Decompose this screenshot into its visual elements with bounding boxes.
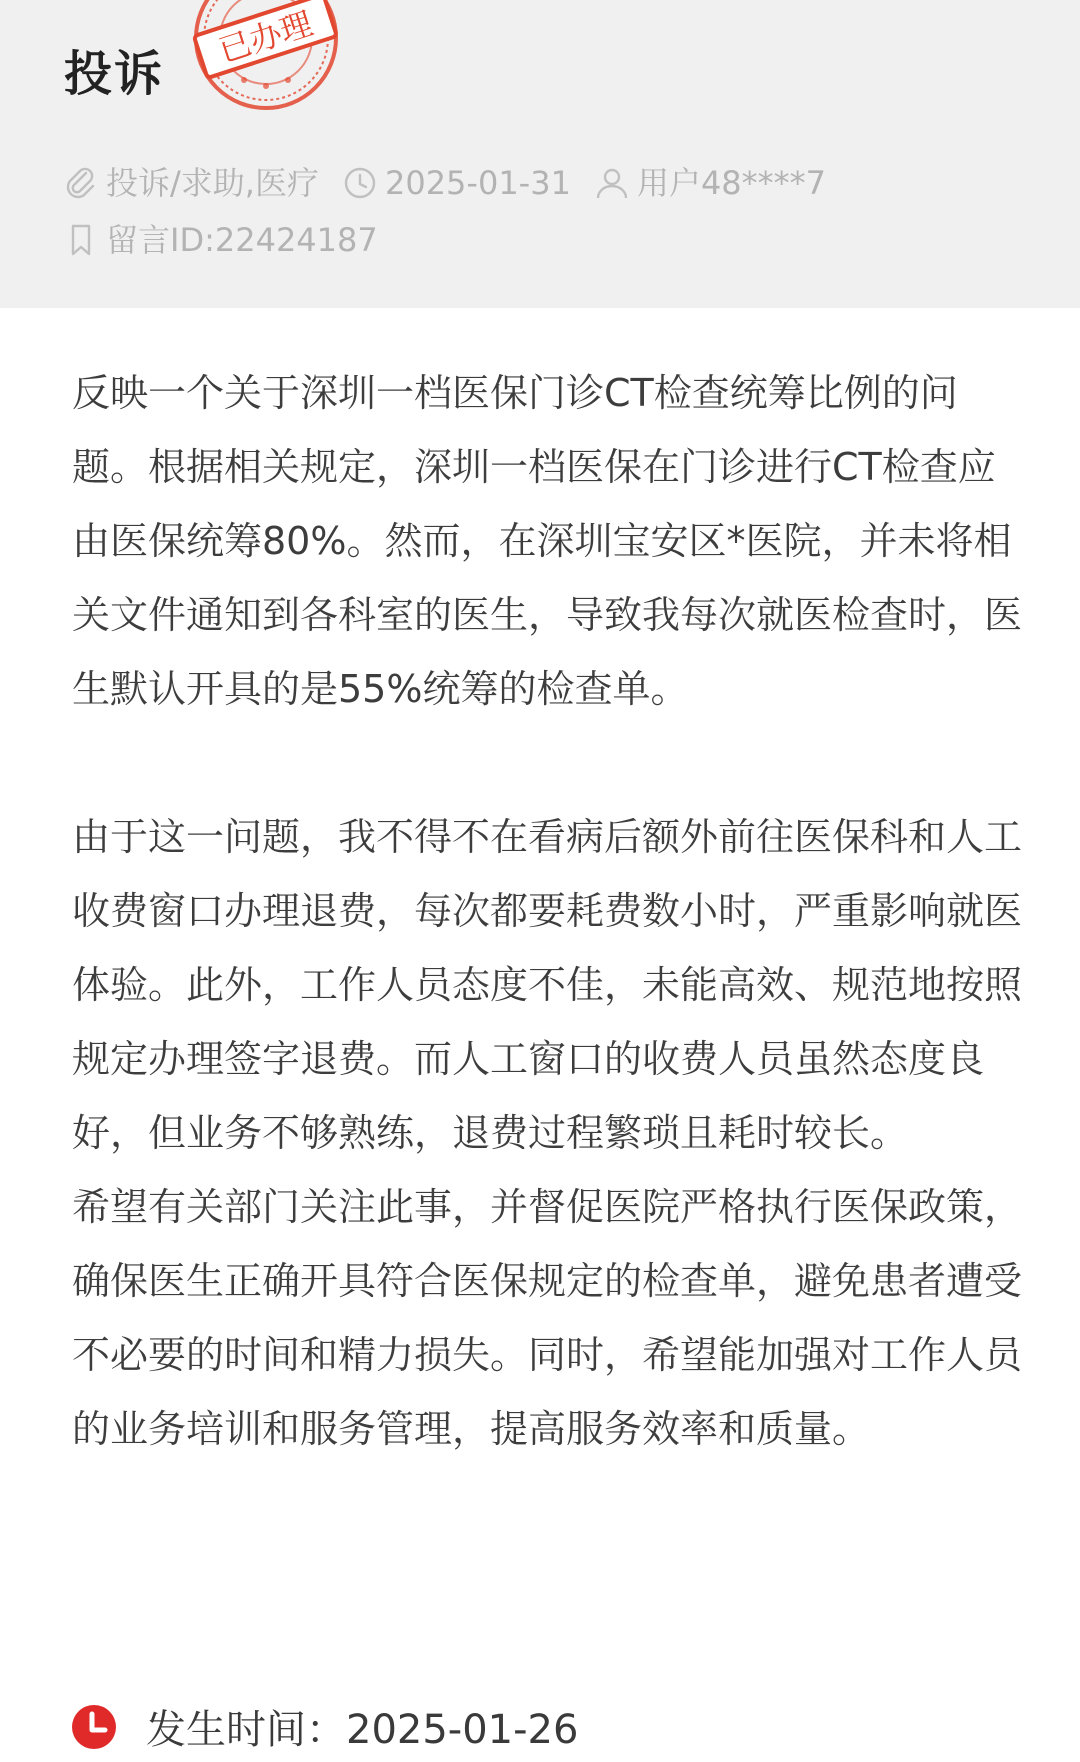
paragraph-3: 希望有关部门关注此事，并督促医院严格执行医保政策，确保医生正确开具符合医保规定的检查单，避免患者遭受不必要的时间和精力损失。同时，希望能加强对工作人员的业务培训和服务管理，提高服务效率和质量。 (72, 1185, 1023, 1451)
user-text: 用户48****7 (636, 164, 827, 202)
date-text: 2025-01-31 (384, 164, 571, 202)
clock-filled-icon (70, 1703, 118, 1751)
processed-stamp (190, 0, 342, 114)
meta-row-primary (62, 161, 848, 205)
header (0, 0, 1080, 308)
meta-user (593, 161, 826, 205)
meta-row-secondary (62, 218, 400, 262)
user-icon (593, 164, 631, 202)
page-title: 投诉 (64, 46, 165, 102)
paragraph-2: 由于这一问题，我不得不在看病后额外前往医保科和人工收费窗口办理退费，每次都要耗费数小时，严重影响就医体验。此外，工作人员态度不佳，未能高效、规范地按照规定办理签字退费。而人工窗口的收费人员虽然态度良好，但业务不够熟练，退费过程繁琐且耗时较长。 (72, 815, 1023, 1155)
message-id-text: 留言ID:22424187 (106, 221, 378, 259)
meta-category[interactable] (62, 161, 319, 205)
paperclip-icon (62, 164, 100, 202)
meta-message-id (62, 218, 378, 262)
complaint-body (72, 356, 1022, 1466)
category-text: 投诉/求助,医疗 (106, 164, 319, 202)
stamp-text: 已办理 (214, 4, 318, 70)
paragraph-1: 反映一个关于深圳一档医保门诊CT检查统筹比例的问题。根据相关规定，深圳一档医保在门诊进行CT检查应由医保统筹80%。然而，在深圳宝安区*医院，并未将相关文件通知到各科室的医生，导致我每次就医检查时，医生默认开具的是55%统筹的检查单。 (72, 371, 1023, 711)
occur-time-text: 发生时间：2025-01-26 (146, 1707, 579, 1753)
clock-outline-icon (341, 164, 379, 202)
meta-date (341, 161, 571, 205)
bookmark-icon (62, 221, 100, 259)
occur-time-row (70, 1698, 578, 1755)
